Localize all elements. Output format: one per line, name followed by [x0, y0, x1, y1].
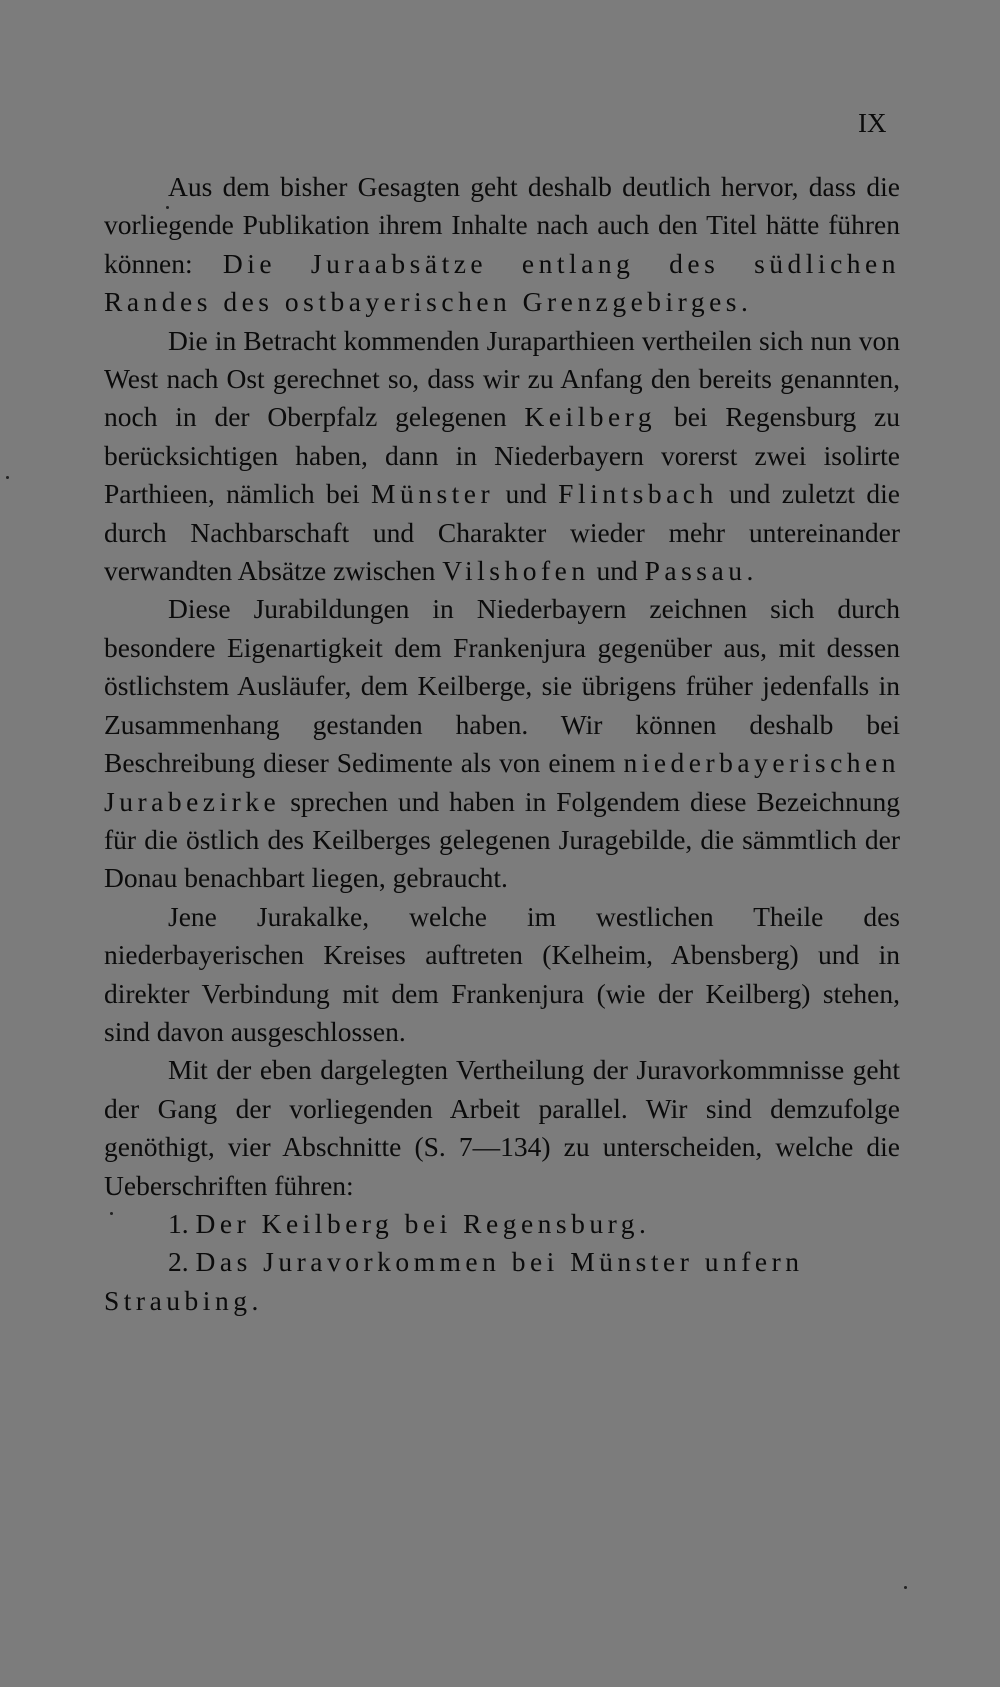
spaced-place-keilberg: Keilberg	[524, 401, 657, 433]
text-run: Die in Betracht kommenden Juraparthieen vertheilen sich nun von West nach Ost gerechnet so, dass wir zu Anfang den bereits genannten, noch in der Oberpfalz gelegenen	[104, 324, 900, 433]
text-run: sprechen und haben in Folgendem diese Bezeichnung für die östlich des Keilberges gelegenen Juragebilde, die sämmtlich der Donau benachbart liegen, gebraucht.	[104, 785, 900, 894]
text-run: .	[746, 555, 754, 587]
spaced-title: Die Juraabsätze entlang des südlichen Randes des ostbayerischen Grenzgebirges	[104, 247, 900, 318]
paragraph-structure	[104, 1051, 900, 1205]
paragraph-characteristics	[104, 590, 900, 897]
list-title: Der Keilberg bei Regensburg.	[195, 1207, 651, 1239]
section-list-item	[104, 1205, 900, 1243]
spaced-place-flintsbach: Flintsbach	[558, 478, 718, 510]
speck	[166, 206, 169, 209]
spaced-place-vilshofen: Vilshofen	[442, 555, 590, 587]
text-run: Mit der eben dargelegten Vertheilung der Juravorkommnisse geht der Gang der vorliegenden Arbeit parallel. Wir sind demzufolge genöthigt, vier Abschnitte (S. 7—134) zu unterscheiden, welche die Ueberschriften führen:	[104, 1054, 900, 1201]
text-run: Aus dem bisher Gesagten geht deshalb deutlich hervor, dass die vorliegende Publikation ihrem Inhalte nach auch den Titel hätte führen können:	[104, 171, 900, 279]
list-title: Das Juravorkommen bei Münster unfern Straubing.	[104, 1246, 804, 1316]
paragraph-exclusion	[104, 898, 900, 1052]
text-run: Diese Jurabildungen in Niederbayern zeichnen sich durch besondere Eigenartigkeit dem Frankenjura gegenüber aus, mit dessen östlichstem Ausläufer, dem Keilberge, sie übrigens früher jedenfalls in Zusammenhang gestanden haben. Wir können deshalb bei Beschreibung dieser Sedimente als von einem	[104, 593, 900, 779]
list-number: 1.	[168, 1207, 189, 1239]
text-run: .	[741, 286, 748, 318]
paragraph-intro	[104, 168, 900, 322]
body-text	[104, 168, 900, 1320]
text-run: und zuletzt die durch Nachbarschaft und Charakter wieder mehr untereinander verwandten Absätze zwischen	[104, 478, 901, 587]
spaced-place-muenster: Münster	[371, 478, 495, 510]
list-number: 2.	[168, 1246, 189, 1278]
text-run: bei Regensburg zu berücksichtigen haben, dann in Niederbayern vorerst zwei isolirte Parthieen, nämlich bei	[104, 401, 900, 510]
text-run: und	[589, 555, 645, 587]
paragraph-distribution	[104, 322, 900, 591]
speck	[904, 1586, 907, 1589]
text-run: und	[494, 478, 559, 510]
speck	[110, 1212, 113, 1215]
text-run: Jene Jurakalke, welche im westlichen Theile des niederbayerischen Kreises auftreten (Kelheim, Abensberg) und in direkter Verbindung mit dem Frankenjura (wie der Keilberg) stehen, sind davon ausgeschlossen.	[104, 900, 900, 1047]
section-list-item	[104, 1243, 900, 1320]
page-number: IX	[858, 108, 887, 138]
speck	[6, 476, 9, 479]
spaced-place-passau: Passau	[644, 555, 747, 587]
spaced-term-jurabezirk: niederbayerischen Jurabezirke	[104, 747, 900, 817]
